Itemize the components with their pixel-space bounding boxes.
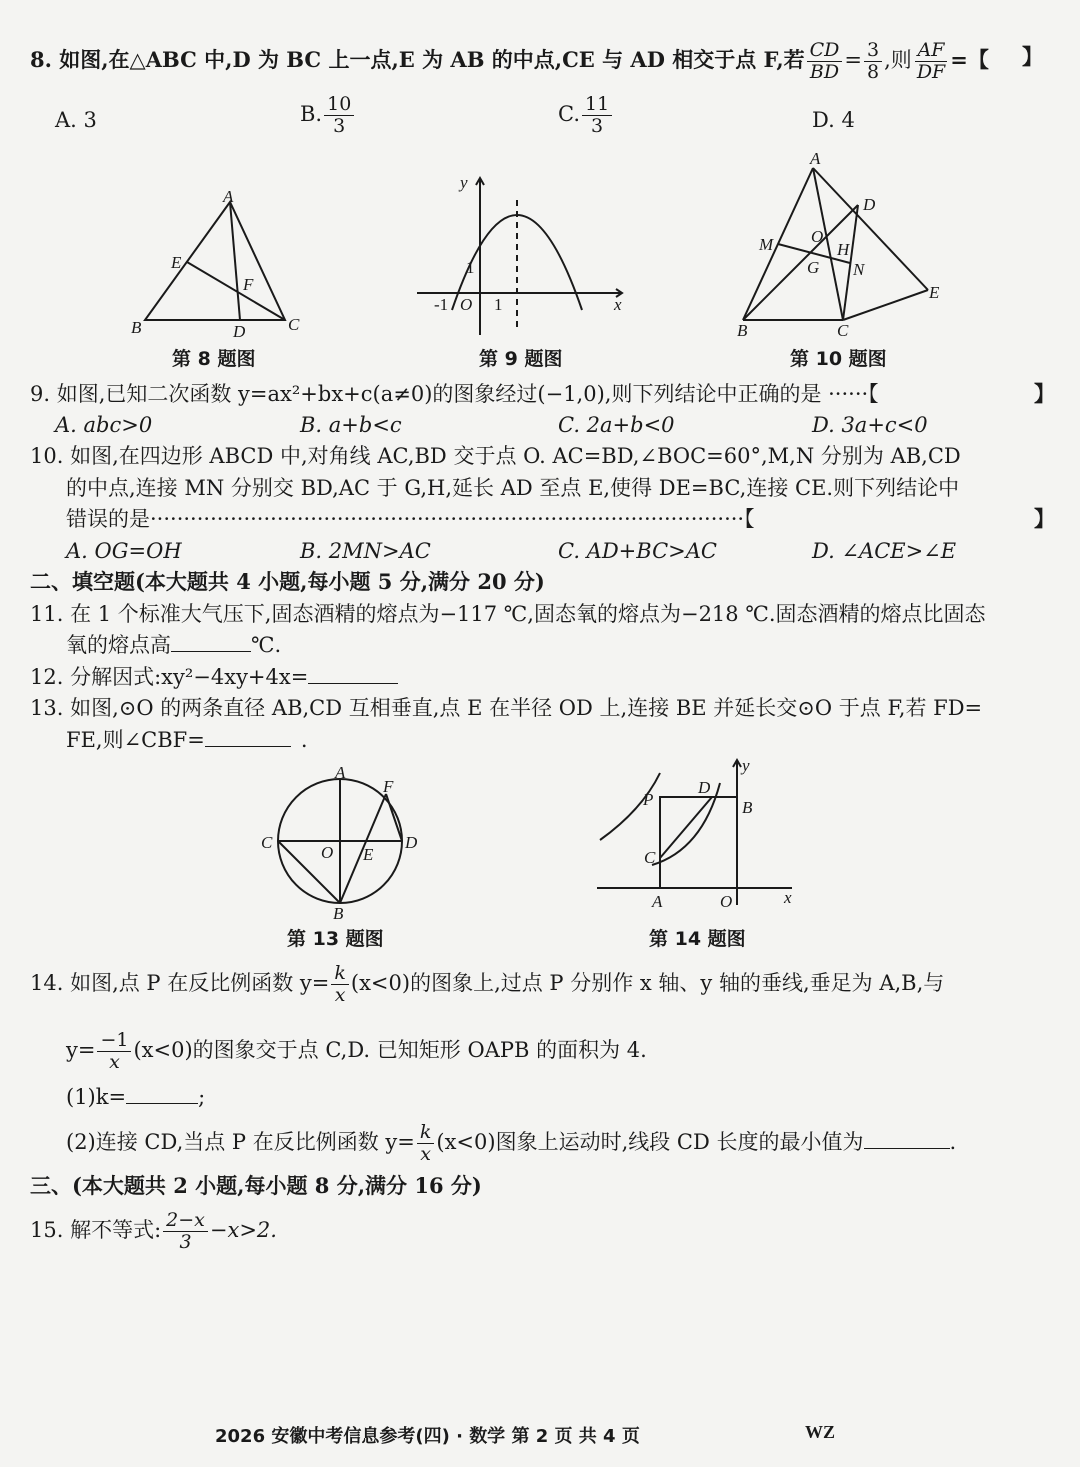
segment-cd	[660, 797, 712, 858]
q10-line-2: 的中点,连接 MN 分别交 BD,AC 于 G,H,延长 AD 至点 E,使得 DE=BC,连接 CE.则下列结论中	[66, 476, 960, 500]
q10-line-1: 10. 如图,在四边形 ABCD 中,对角线 AC,BD 交于点 O. AC=BD,∠BOC=60°,M,N 分别为 AB,CD	[30, 444, 961, 468]
q8-option-b[interactable]: B. $\frac{10}{3}$	[300, 94, 356, 137]
footer-code: WZ	[805, 1422, 836, 1442]
figure-9	[412, 170, 632, 340]
label-m: M	[759, 235, 774, 254]
label-d: D	[233, 322, 246, 340]
caption-figure-9: 第 9 题图	[479, 348, 563, 370]
figure-14	[592, 755, 802, 915]
q14-part-1-answer-blank[interactable]	[126, 1083, 198, 1104]
label-e: E	[929, 283, 940, 302]
q11-answer-blank[interactable]	[171, 631, 251, 652]
label-b: B	[131, 318, 142, 337]
label-c: C	[644, 848, 656, 867]
label-c: C	[288, 315, 300, 334]
q9-option-a[interactable]: A. abc>0	[55, 413, 153, 437]
figure-8	[125, 190, 315, 340]
label-y: y	[460, 173, 468, 192]
q9-bracket-close: 】	[1034, 381, 1055, 406]
label-p: P	[643, 790, 654, 809]
label-a: A	[810, 150, 821, 168]
q14-part-2-answer-blank[interactable]	[864, 1128, 950, 1149]
q8-option-d[interactable]: D. 4	[812, 108, 855, 132]
label-o: O	[321, 843, 334, 862]
label-d: D	[698, 778, 711, 797]
figure-13	[255, 766, 425, 921]
q9-stem: 9. 如图,已知二次函数 y=ax²+bx+c(a≠0)的图象经过(−1,0),则下列结论中正确的是 ······【	[30, 382, 879, 406]
label-c: C	[837, 321, 849, 340]
section-2-heading: 二、填空题(本大题共 4 小题,每小题 5 分,满分 20 分)	[30, 569, 545, 594]
label-b: B	[742, 798, 753, 817]
label-b: B	[333, 904, 344, 921]
q11-line-2: 氧的熔点高 ℃.	[66, 633, 282, 657]
page-footer: 2026 安徽中考信息参考(四) · 数学 第 2 页 共 4 页	[215, 1426, 640, 1447]
q10-bracket-close: 】	[1034, 506, 1055, 531]
q9-option-d[interactable]: D. 3a+c<0	[812, 413, 928, 437]
q12-line: 12. 分解因式:xy²−4xy+4x=	[30, 663, 398, 691]
q14-line-2: y= $\frac{-1}{x}$ (x<0)的图象交于点 C,D. 已知矩形 OAPB 的面积为 4.	[66, 1029, 647, 1073]
caption-figure-8: 第 8 题图	[172, 348, 256, 370]
label-b: B	[737, 321, 748, 340]
label-o: O	[460, 295, 473, 314]
label-1-y: 1	[466, 258, 475, 277]
rectangle-oapb	[660, 797, 737, 888]
q13-line-2: FE,则∠CBF= .	[66, 728, 308, 752]
section-3-heading: 三、(本大题共 2 小题,每小题 8 分,满分 16 分)	[30, 1173, 482, 1198]
q13-line-1: 13. 如图,⊙O 的两条直径 AB,CD 互相垂直,点 E 在半径 OD 上,连接 BE 并延长交⊙O 于点 F,若 FD=	[30, 696, 983, 720]
label-x: x	[784, 888, 792, 907]
triangle-abc	[145, 202, 285, 320]
label-a: A	[223, 190, 234, 206]
label-a: A	[652, 892, 663, 911]
q10-line-3: 错误的是·························································································【	[66, 507, 755, 531]
q14-part-1: (1)k= ;	[66, 1085, 206, 1109]
label-o: O	[720, 892, 733, 911]
q9-option-b[interactable]: B. a+b<c	[300, 413, 402, 437]
label-a: A	[335, 766, 346, 782]
q8-bracket-close: 】	[1022, 44, 1043, 69]
q14-line-1: 14. 如图,点 P 在反比例函数 y= $\frac{k}{x}$ (x<0)的图象上,过点 P 分别作 x 轴、y 轴的垂线,垂足为 A,B,与	[30, 962, 945, 1006]
label-e: E	[171, 253, 182, 272]
label-e: E	[363, 845, 374, 864]
label-o: O	[811, 227, 824, 246]
q15-line: 15. 解不等式: $\frac{2-x}{3}$ −x>2.	[30, 1209, 277, 1253]
q10-option-c[interactable]: C. AD+BC>AC	[558, 539, 717, 563]
label-d: D	[405, 833, 418, 852]
label-f: F	[383, 777, 394, 796]
caption-figure-10: 第 10 题图	[790, 348, 887, 370]
label-d: D	[863, 195, 876, 214]
q9-option-c[interactable]: C. 2a+b<0	[558, 413, 675, 437]
q12-answer-blank[interactable]	[308, 663, 398, 684]
label-y: y	[742, 756, 750, 775]
figure-10	[733, 150, 948, 340]
q10-option-a[interactable]: A. OG=OH	[66, 539, 182, 563]
q10-option-d[interactable]: D. ∠ACE>∠E	[812, 539, 957, 563]
caption-figure-14: 第 14 题图	[649, 928, 746, 950]
q14-part-2: (2)连接 CD,当点 P 在反比例函数 y= $\frac{k}{x}$ (x<0)图象上运动时,线段 CD 长度的最小值为 .	[66, 1121, 957, 1165]
label-1-x: 1	[494, 295, 503, 314]
q8-option-a[interactable]: A. 3	[55, 108, 97, 132]
q10-option-b[interactable]: B. 2MN>AC	[300, 539, 431, 563]
q8-stem: 8. 如图,在△ABC 中,D 为 BC 上一点,E 为 AB 的中点,CE 与 AD 相交于点 F,若 $\frac{CD}{BD}$ = $\frac{3}{8}$ ,则 $\frac{AF}{DF}$ =【	[30, 39, 989, 83]
label-c: C	[261, 833, 273, 852]
label-h: H	[837, 240, 850, 259]
caption-figure-13: 第 13 题图	[287, 928, 384, 950]
label-f: F	[243, 275, 254, 294]
label-g: G	[807, 258, 820, 277]
q11-line-1: 11. 在 1 个标准大气压下,固态酒精的熔点为−117 ℃,固态氧的熔点为−218 ℃.固态酒精的熔点比固态	[30, 602, 986, 626]
label-x: x	[614, 295, 622, 314]
q13-answer-blank[interactable]	[205, 726, 291, 747]
q8-option-c[interactable]: C. $\frac{11}{3}$	[558, 94, 614, 137]
label-neg1: -1	[434, 295, 449, 314]
label-n: N	[853, 260, 865, 279]
